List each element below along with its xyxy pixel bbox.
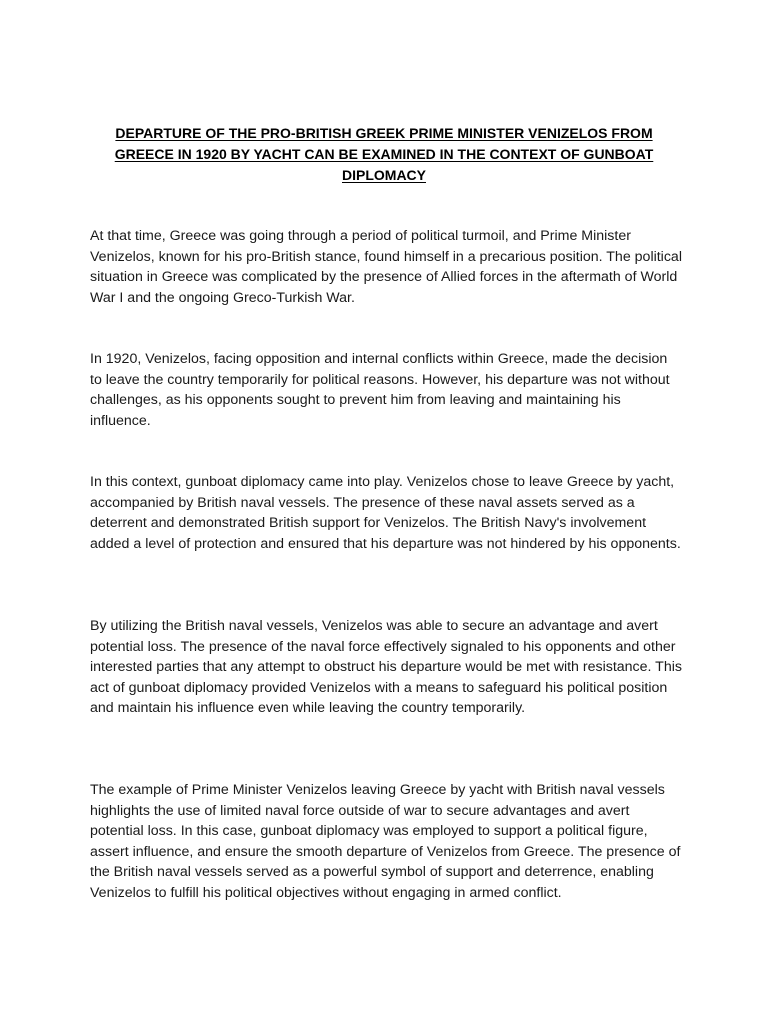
paragraph-4: By utilizing the British naval vessels, Venizelos was able to secure an advantage and avert potential loss. The presence of the naval force effectively signaled to his opponents and other interested parties that any attempt to obstruct his departure would be met with resistance. This act of gunboat diplomacy provided Venizelos with a means to safeguard his political position and maintain his influence even while leaving the country temporarily. xyxy=(90,618,682,716)
paragraph-1: At that time, Greece was going through a period of political turmoil, and Prime Minister Venizelos, known for his pro-British stance, found himself in a precarious position. The political situation in Greece was complicated by the presence of Allied forces in the aftermath of World War I and the ongoing Greco-Turkish War. xyxy=(90,228,682,306)
paragraph-3: In this context, gunboat diplomacy came into play. Venizelos chose to leave Greece by yacht, accompanied by British naval vessels. The presence of these naval assets served as a deterrent and demonstrated British support for Venizelos. The British Navy's involvement added a level of protection and ensured that his departure was not hindered by his opponents. xyxy=(90,474,681,552)
document-title: DEPARTURE OF THE PRO-BRITISH GREEK PRIME MINISTER VENIZELOS FROM GREECE IN 1920 BY YACHT CAN BE EXAMINED IN THE CONTEXT OF GUNBOAT DIPLOMACY xyxy=(114,125,654,183)
paragraph-2: In 1920, Venizelos, facing opposition and internal conflicts within Greece, made the decision to leave the country temporarily for political reasons. However, his departure was not without challenges, as his opponents sought to prevent him from leaving and maintaining his influence. xyxy=(90,351,670,429)
paragraph-5: The example of Prime Minister Venizelos leaving Greece by yacht with British naval vessels highlights the use of limited naval force outside of war to secure advantages and avert potential loss. In this case, gunboat diplomacy was employed to support a political figure, assert influence, and ensure the smooth departure of Venizelos from Greece. The presence of the British naval vessels served as a powerful symbol of support and deterrence, enabling Venizelos to fulfill his political objectives without engaging in armed conflict. xyxy=(90,782,681,901)
